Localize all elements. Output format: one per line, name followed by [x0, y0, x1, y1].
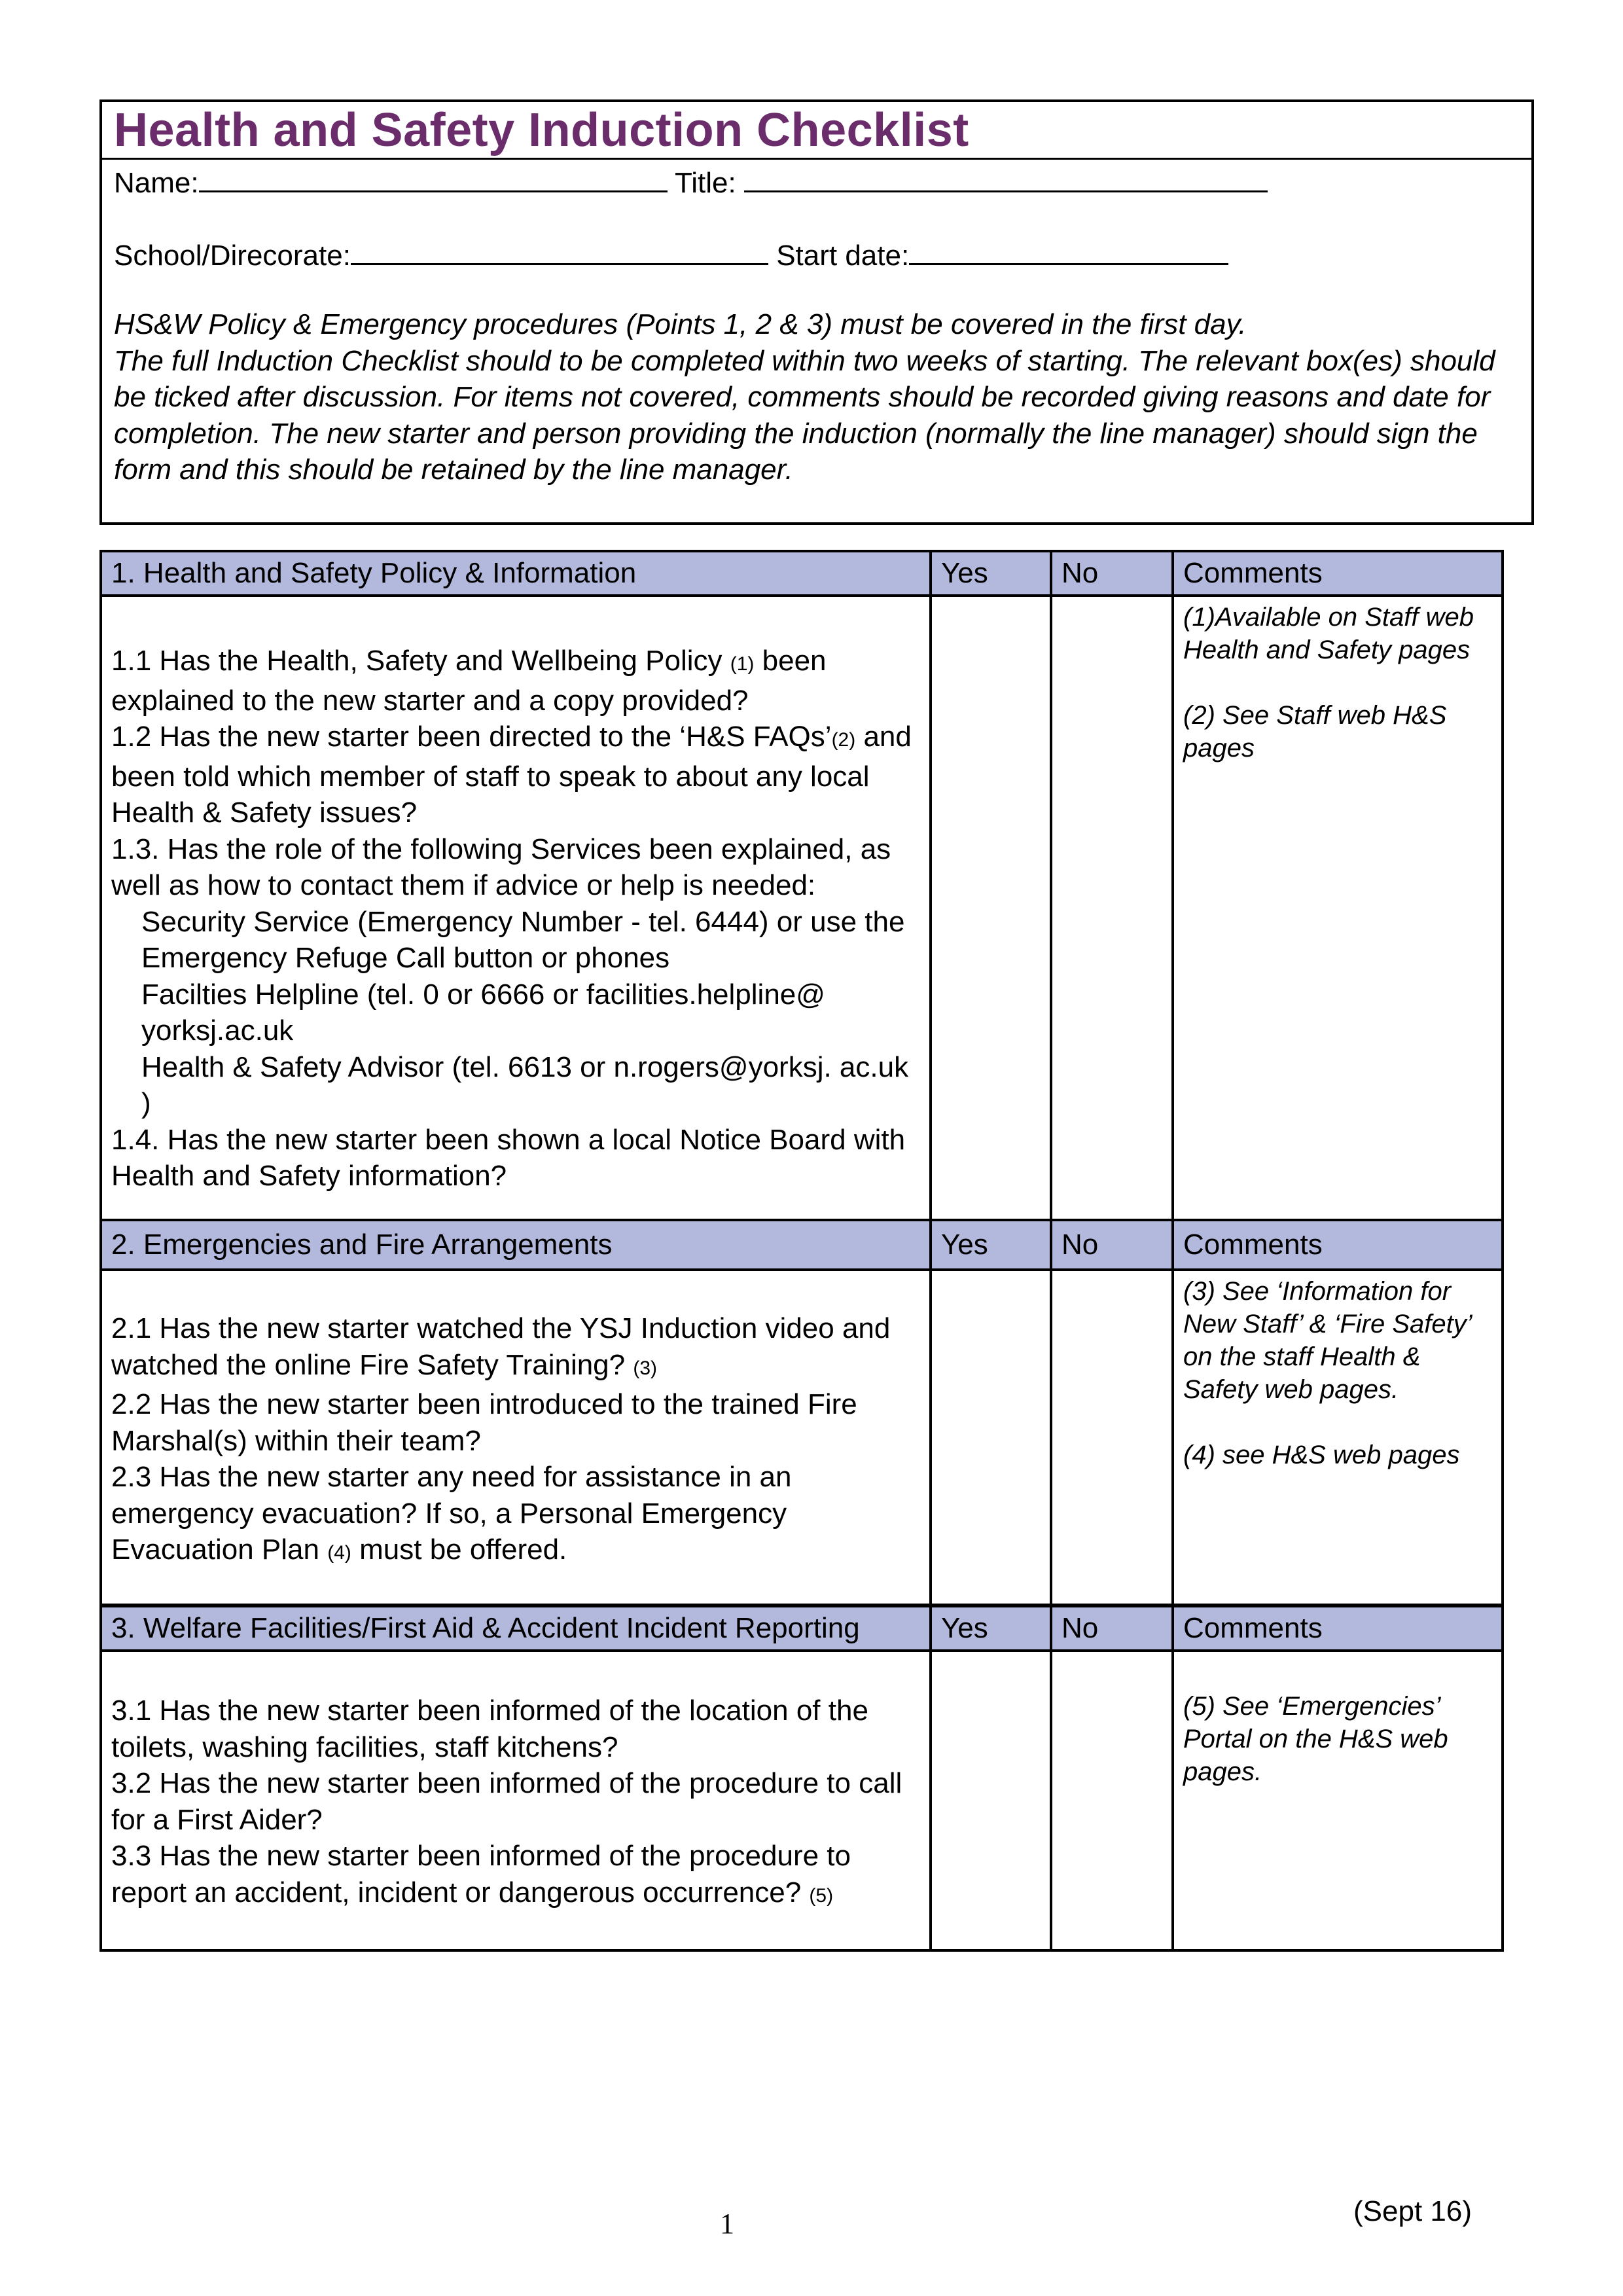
comments-header: Comments — [1173, 1606, 1503, 1651]
intro-line-2: The full Induction Checklist should to be completed within two weeks of starting. The relevant box(es) should be ticked after discussion. For items not covered, comments should be recorded giving reasons and date for completion. The new starter and person providing the induction (normally the line manager) should sign the form and this should be retained by the line manager. — [114, 344, 1495, 486]
yes-header: Yes — [931, 1606, 1051, 1651]
start-date-field[interactable] — [909, 237, 1228, 265]
question-2-2: 2.2 Has the new starter been introduced to the trained Fire Marshal(s) within their team? — [111, 1388, 857, 1457]
question-1-2: 1.2 Has the new starter been directed to the ‘H&S FAQs’(2) and been told which member of staff to speak to about any local Health & Safety issues? — [111, 721, 912, 829]
name-field[interactable] — [199, 164, 668, 192]
section-3-no-box[interactable] — [1051, 1651, 1173, 1950]
service-security: Security Service (Emergency Number - tel. 6444) or use the Emergency Refuge Call button or phones — [141, 905, 905, 974]
section-2-comments[interactable] — [1173, 1270, 1503, 1605]
comments-header: Comments — [1173, 551, 1503, 596]
comment-3: (3) See ‘Information for New Staff’ & ‘Fire Safety’ on the staff Health & Safety web pages. — [1183, 1277, 1471, 1404]
section-1-title: 1. Health and Safety Policy & Information — [101, 551, 931, 596]
section-3-body-row — [101, 1651, 1503, 1950]
document-title: Health and Safety Induction Checklist — [114, 103, 969, 156]
start-date-label: Start date: — [776, 240, 910, 272]
section-2-header-row — [101, 1220, 1503, 1270]
section-3-questions — [101, 1651, 931, 1950]
section-1-header-row — [101, 551, 1503, 596]
section-3-table — [99, 1605, 1504, 1952]
title-field[interactable] — [744, 164, 1268, 192]
yes-header: Yes — [931, 1220, 1051, 1270]
name-label: Name: — [114, 167, 199, 199]
school-field[interactable] — [351, 237, 768, 265]
section-1-table — [99, 550, 1504, 1225]
school-label: School/Direcorate: — [114, 240, 351, 272]
question-1-3: 1.3. Has the role of the following Services been explained, as well as how to contact them if advice or help is needed: — [111, 833, 891, 901]
page-number: 1 — [720, 2208, 734, 2240]
service-facilities: Facilties Helpline (tel. 0 or 6666 or facilities.helpline@ yorksj.ac.uk — [141, 978, 825, 1047]
yes-header: Yes — [931, 551, 1051, 596]
section-1-comments[interactable] — [1173, 596, 1503, 1224]
section-2-body-row — [101, 1270, 1503, 1605]
section-1-yes-box[interactable] — [931, 596, 1051, 1224]
section-2-title: 2. Emergencies and Fire Arrangements — [101, 1220, 931, 1270]
comment-1: (1)Available on Staff web Health and Safety pages — [1183, 603, 1474, 664]
intro-line-1: HS&W Policy & Emergency procedures (Points 1, 2 & 3) must be covered in the first day. — [114, 308, 1247, 340]
header-box — [99, 99, 1534, 525]
service-hs-advisor: Health & Safety Advisor (tel. 6613 or n.rogers@yorksj. ac.uk ) — [141, 1050, 909, 1119]
no-header: No — [1051, 1606, 1173, 1651]
comment-5: (5) See ‘Emergencies’ Portal on the H&S web pages. — [1183, 1692, 1448, 1786]
question-3-1: 3.1 Has the new starter been informed of the location of the toilets, washing facilities, staff kitchens? — [111, 1695, 868, 1763]
question-2-3: 2.3 Has the new starter any need for assistance in an emergency evacuation? If so, a Personal Emergency Evacuation Plan (4) must be offered. — [111, 1461, 792, 1566]
question-1-1: 1.1 Has the Health, Safety and Wellbeing Policy (1) been explained to the new starter and a copy provided? — [111, 645, 827, 717]
section-2-questions — [101, 1270, 931, 1605]
section-3-header-row — [101, 1606, 1503, 1651]
school-date-row — [114, 237, 1228, 274]
no-header: No — [1051, 551, 1173, 596]
no-header: No — [1051, 1220, 1173, 1270]
name-title-row — [114, 164, 1268, 202]
section-2-table — [99, 1219, 1504, 1606]
section-3-comments[interactable] — [1173, 1651, 1503, 1950]
section-1-questions — [101, 596, 931, 1224]
section-1-no-box[interactable] — [1051, 596, 1173, 1224]
section-3-title: 3. Welfare Facilities/First Aid & Accident Incident Reporting — [101, 1606, 931, 1651]
comments-header: Comments — [1173, 1220, 1503, 1270]
section-1-body-row — [101, 596, 1503, 1224]
question-1-4: 1.4. Has the new starter been shown a local Notice Board with Health and Safety information? — [111, 1123, 906, 1192]
comment-2: (2) See Staff web H&S pages — [1183, 701, 1447, 762]
question-2-1: 2.1 Has the new starter watched the YSJ Induction video and watched the online Fire Safety Training? (3) — [111, 1312, 891, 1381]
intro-text — [114, 306, 1521, 488]
question-3-2: 3.2 Has the new starter been informed of the procedure to call for a First Aider? — [111, 1767, 902, 1836]
section-2-yes-box[interactable] — [931, 1270, 1051, 1605]
revision-date: (Sept 16) — [1353, 2195, 1472, 2227]
question-3-3: 3.3 Has the new starter been informed of the procedure to report an accident, incident or dangerous occurrence? (5) — [111, 1840, 851, 1909]
section-3-yes-box[interactable] — [931, 1651, 1051, 1950]
section-2-no-box[interactable] — [1051, 1270, 1173, 1605]
title-label: Title: — [675, 167, 736, 199]
title-row — [102, 102, 1531, 160]
comment-4: (4) see H&S web pages — [1183, 1441, 1460, 1469]
